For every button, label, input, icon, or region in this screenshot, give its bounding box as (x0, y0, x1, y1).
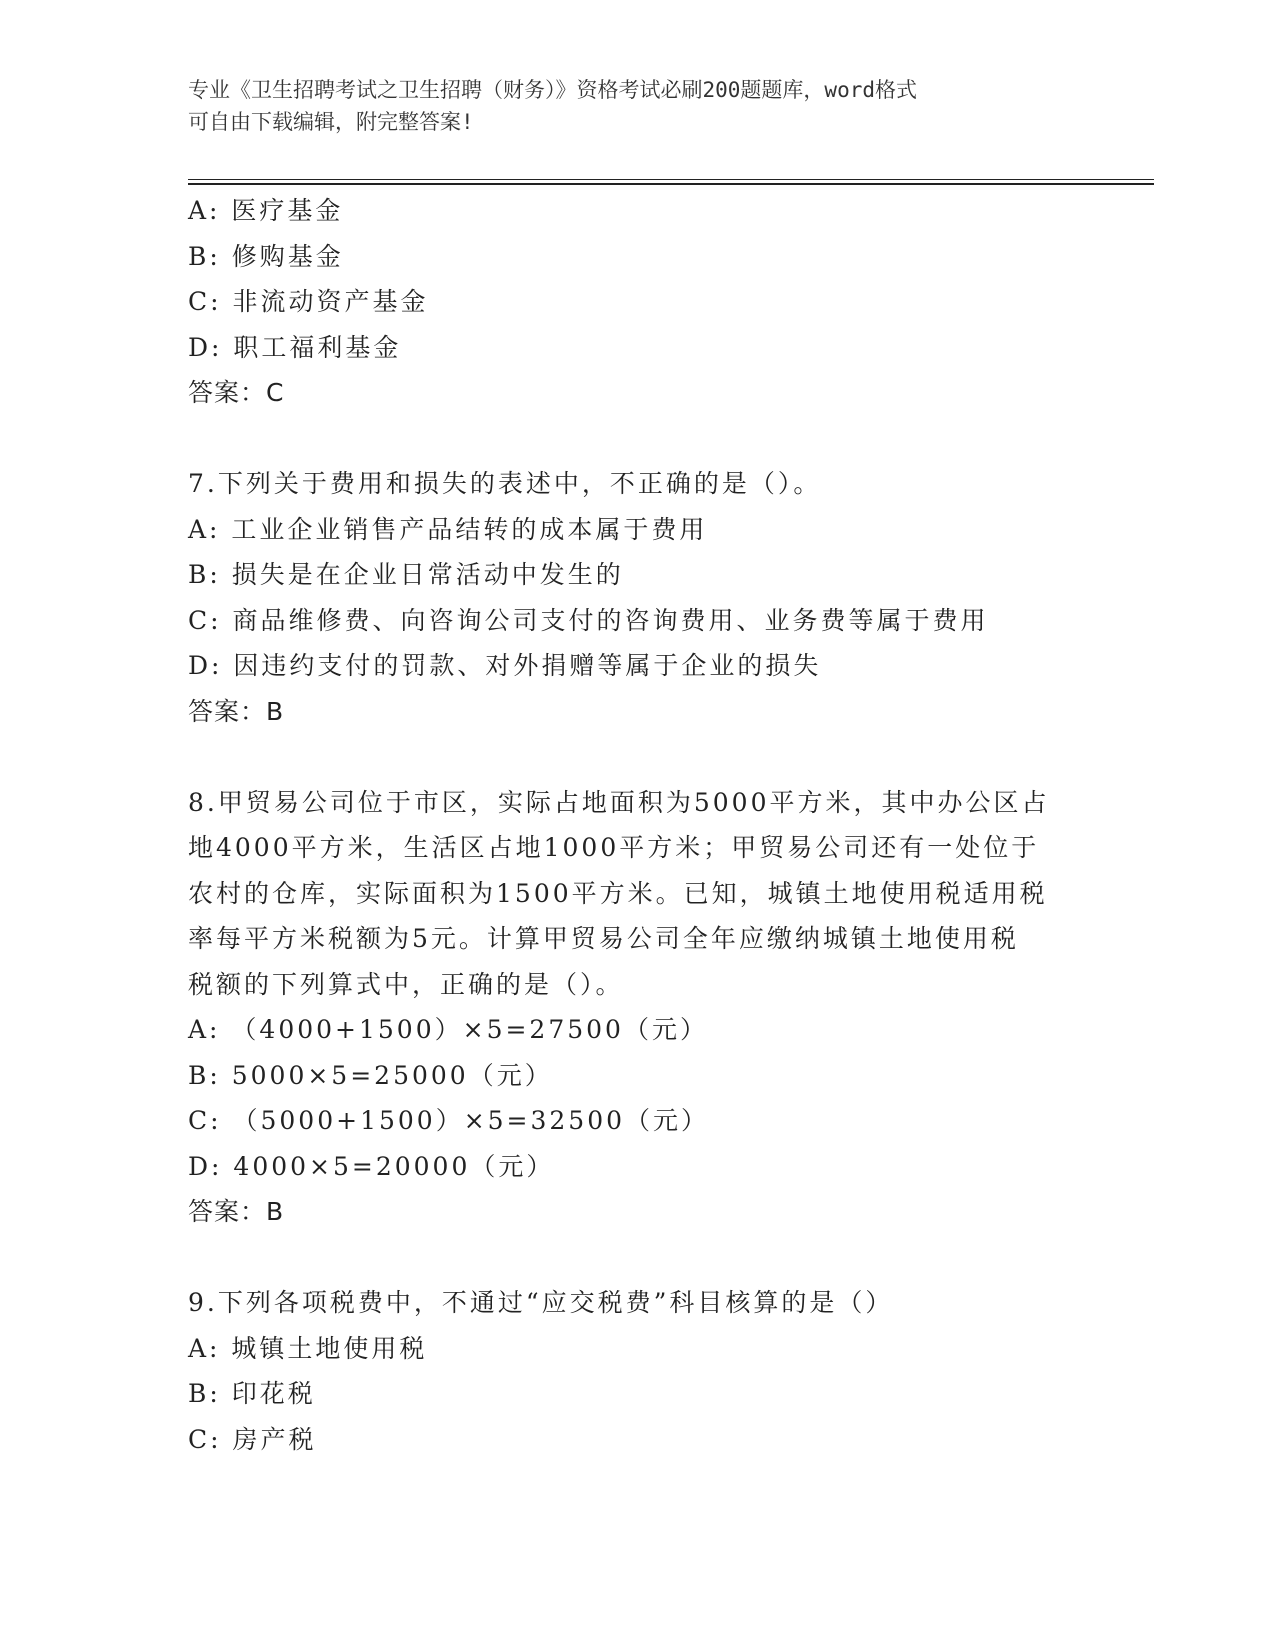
question-stem: 7.下列关于费用和损失的表述中，不正确的是（）。 (188, 469, 822, 498)
option-b: B: 5000×5=25000（元） (188, 1060, 553, 1090)
option-c: C: 房产税 (188, 1424, 317, 1454)
answer: 答案：B (188, 1197, 285, 1226)
header-divider-thick (188, 183, 1154, 185)
answer: 答案：B (188, 696, 285, 726)
option-a: A: （4000+1500）×5=27500（元） (188, 1015, 708, 1044)
option-d: D: 因违约支付的罚款、对外捐赠等属于企业的损失 (188, 651, 822, 680)
question-7 (188, 461, 1088, 734)
question-8 (188, 780, 1088, 1235)
option-b: B: 修购基金 (188, 241, 344, 271)
question-stem-line: 率每平方米税额为5元。计算甲贸易公司全年应缴纳城镇土地使用税 (188, 924, 1019, 953)
question-stem: 9.下列各项税费中，不通过“应交税费”科目核算的是（） (188, 1288, 894, 1317)
option-c: C: 非流动资产基金 (188, 287, 429, 316)
header-divider-thin (188, 179, 1154, 180)
spacer (188, 416, 1088, 462)
header-line-1: 专业《卫生招聘考试之卫生招聘（财务）》资格考试必刷200题题库，word格式 (188, 78, 917, 102)
option-d: D: 4000×5=20000（元） (188, 1151, 555, 1181)
question-stem-line: 农村的仓库，实际面积为1500平方米。已知，城镇土地使用税适用税 (188, 878, 1048, 908)
question-stem-line: 8.甲贸易公司位于市区，实际占地面积为5000平方米，其中办公区占 (188, 787, 1050, 817)
spacer (188, 1235, 1088, 1281)
option-a: A: 城镇土地使用税 (188, 1333, 428, 1363)
question-stem-line: 地4000平方米，生活区占地1000平方米；甲贸易公司还有一处位于 (188, 833, 1040, 862)
question-6 (188, 188, 1088, 416)
option-c: C: 商品维修费、向咨询公司支付的咨询费用、业务费等属于费用 (188, 605, 989, 635)
header-line-2: 可自由下载编辑，附完整答案! (188, 110, 474, 134)
document-header (188, 74, 1068, 138)
question-list (188, 188, 1088, 1462)
option-b: B: 损失是在企业日常活动中发生的 (188, 560, 624, 589)
option-b: B: 印花税 (188, 1379, 316, 1408)
answer: 答案：C (188, 378, 285, 407)
option-a: A: 医疗基金 (188, 196, 344, 225)
option-d: D: 职工福利基金 (188, 332, 402, 362)
option-c: C: （5000+1500）×5=32500（元） (188, 1106, 710, 1135)
spacer (188, 734, 1088, 780)
option-a: A: 工业企业销售产品结转的成本属于费用 (188, 514, 708, 544)
question-stem-line: 税额的下列算式中，正确的是（）。 (188, 969, 624, 999)
question-9 (188, 1280, 1088, 1462)
